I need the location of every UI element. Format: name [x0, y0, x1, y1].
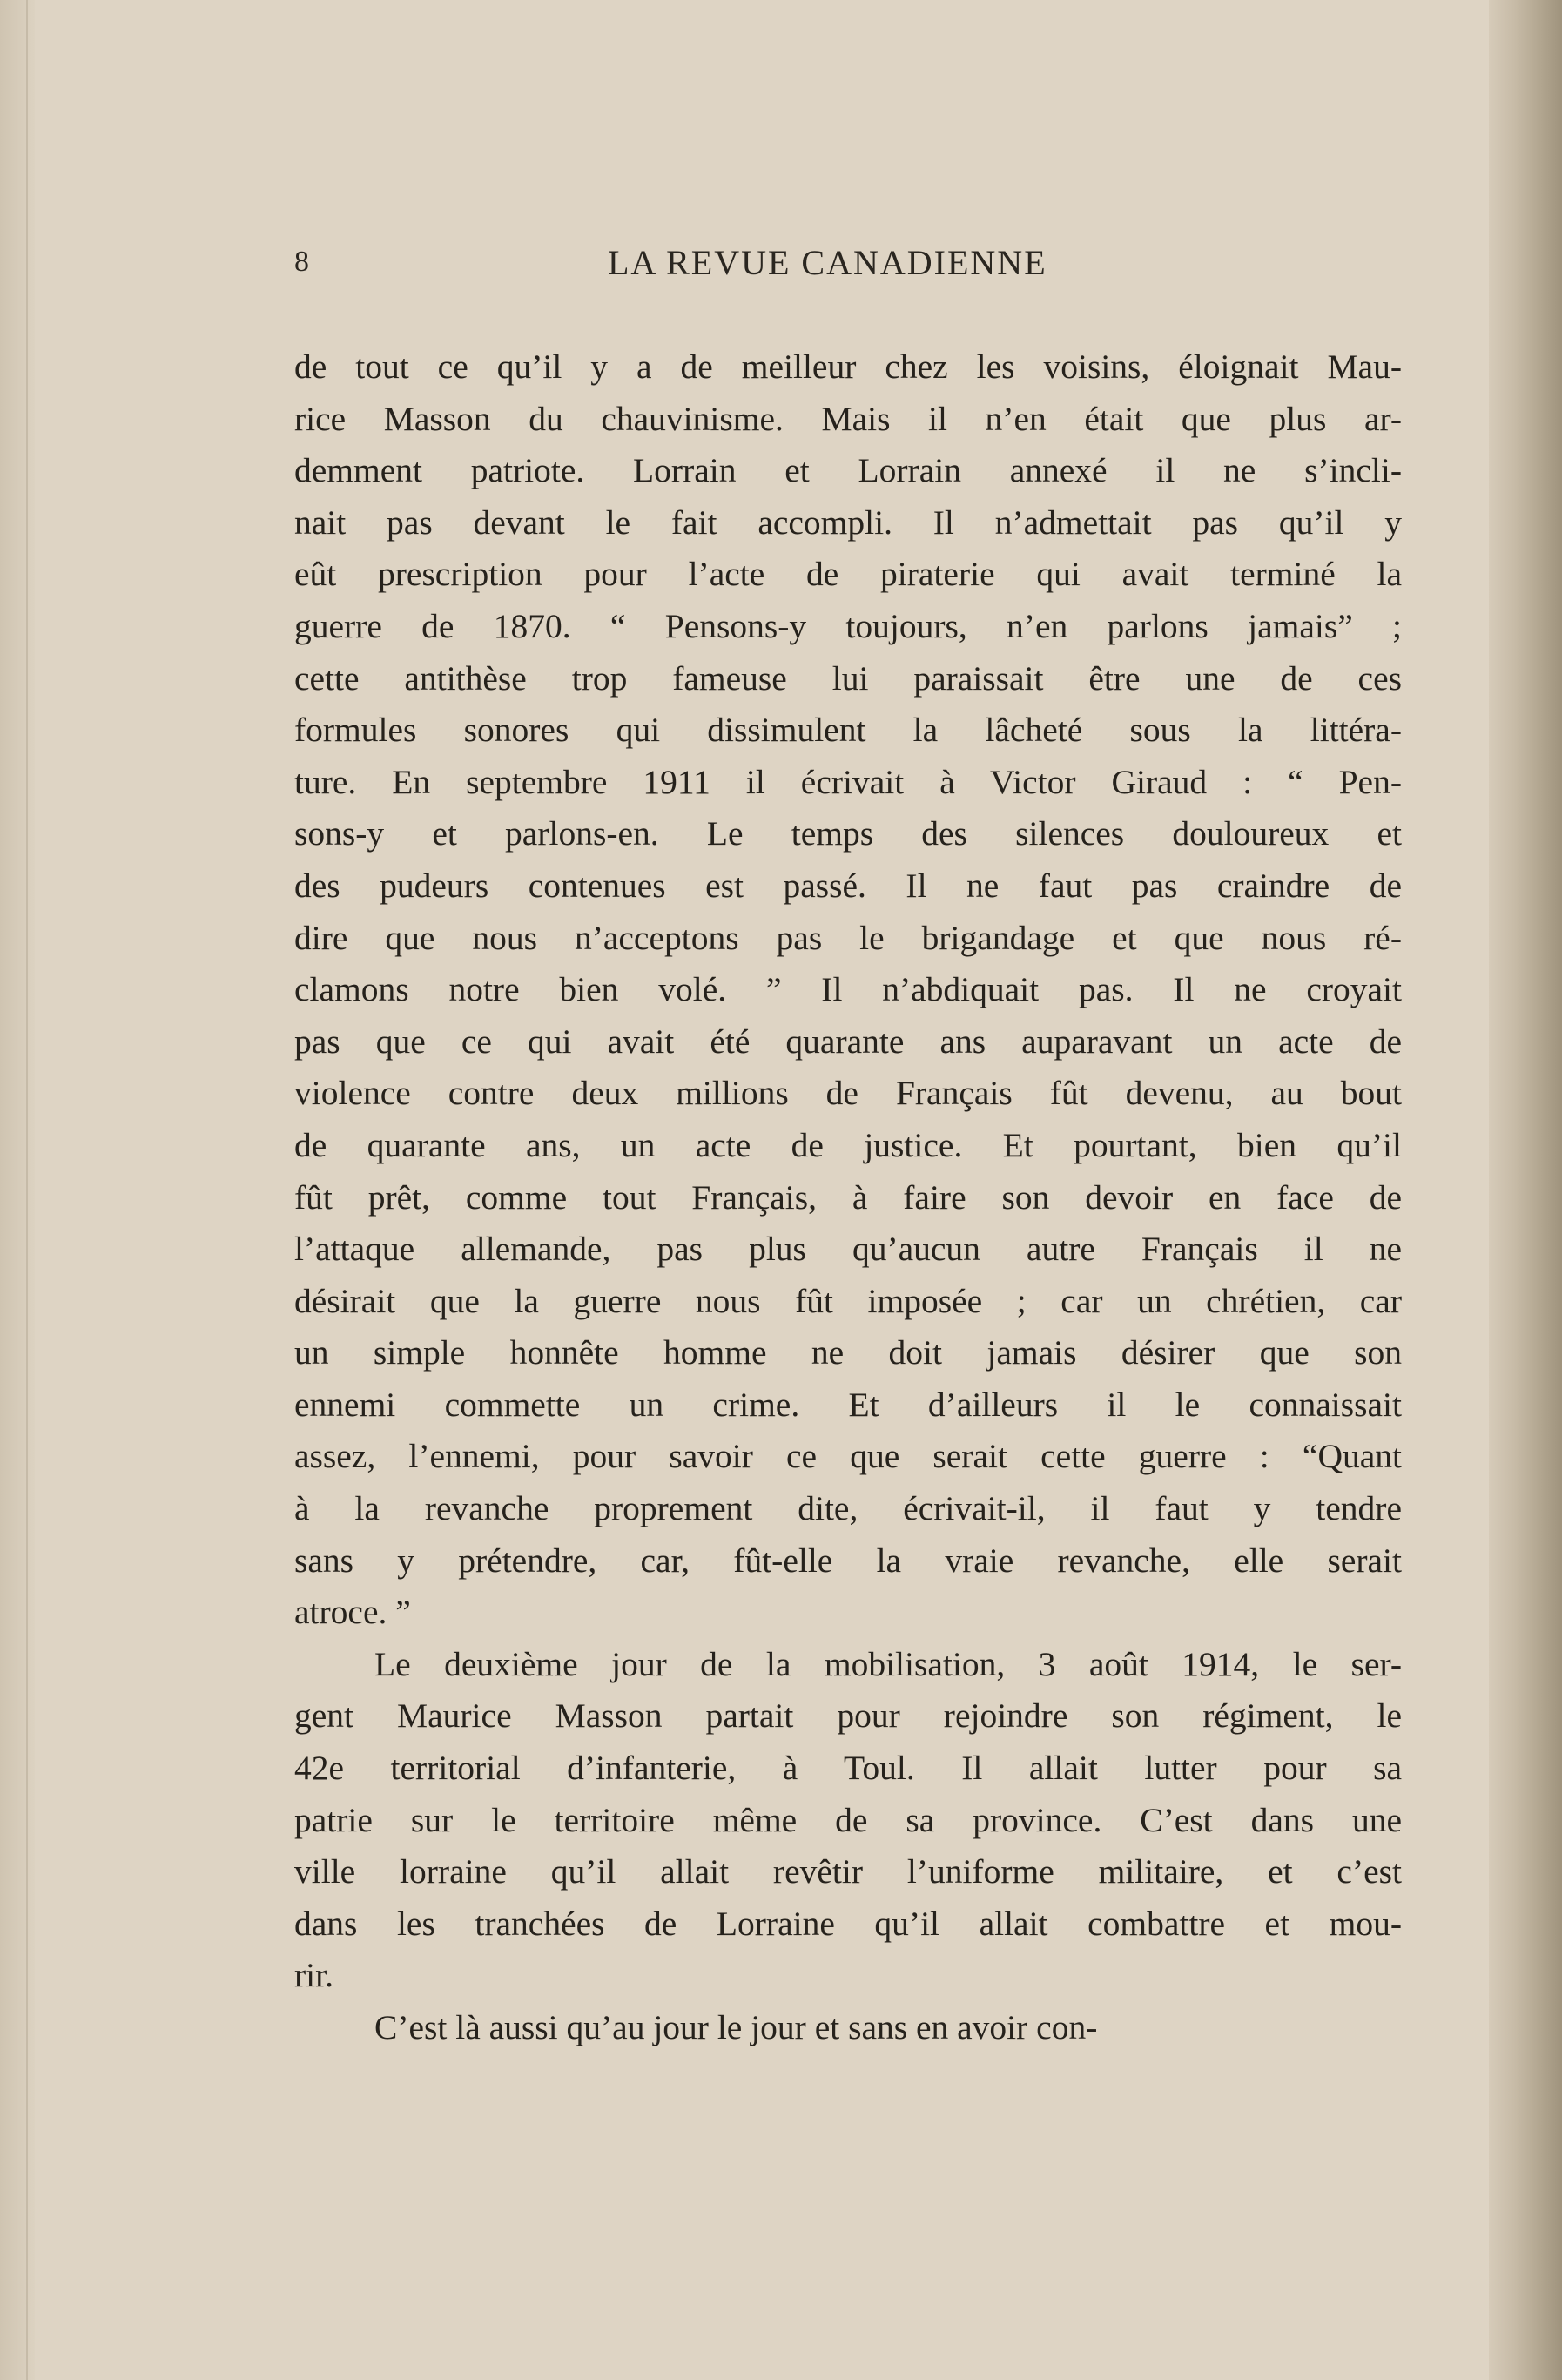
text-line: de quarante ans, un acte de justice. Et pourtant, bien qu’il [294, 1125, 1402, 1164]
text-line: l’attaque allemande, pas plus qu’aucun autre Français il ne [294, 1230, 1402, 1269]
text-line: assez, l’ennemi, pour savoir ce que serait cette guerre : “Quant [294, 1437, 1402, 1476]
page-left-margin [0, 0, 35, 2380]
text-line: demment patriote. Lorrain et Lorrain annexé il ne s’incli- [294, 451, 1402, 490]
page-left-edge-shadow [26, 0, 28, 2380]
text-line: sans y prétendre, car, fût-elle la vraie revanche, elle serait [294, 1541, 1402, 1580]
text-line: nait pas devant le fait accompli. Il n’admettait pas qu’il y [294, 502, 1402, 542]
text-line: gent Maurice Masson partait pour rejoindre son régiment, le [294, 1696, 1402, 1736]
text-line: violence contre deux millions de Français fût devenu, au bout [294, 1074, 1402, 1113]
book-spine-shadow [1489, 0, 1562, 2380]
text-line: formules sonores qui dissimulent la lâcheté sous la littéra- [294, 711, 1402, 750]
text-line: ture. En septembre 1911 il écrivait à Victor Giraud : “ Pen- [294, 762, 1402, 801]
text-line: pas que ce qui avait été quarante ans auparavant un acte de [294, 1021, 1402, 1061]
running-title: LA REVUE CANADIENNE [608, 243, 1047, 282]
text-line: sons-y et parlons-en. Le temps des silences douloureux et [294, 814, 1402, 853]
text-line: Le deuxième jour de la mobilisation, 3 août 1914, le ser- [374, 1644, 1402, 1683]
text-line: dans les tranchées de Lorraine qu’il allait combattre et mou- [294, 1904, 1402, 1943]
text-line: guerre de 1870. “ Pensons-y toujours, n’en parlons jamais” ; [294, 606, 1402, 645]
text-line: rice Masson du chauvinisme. Mais il n’en était que plus ar- [294, 399, 1402, 438]
text-line: désirait que la guerre nous fût imposée ; car un chrétien, car [294, 1281, 1402, 1320]
text-line: cette antithèse trop fameuse lui paraissait être une de ces [294, 658, 1402, 698]
text-line: patrie sur le territoire même de sa province. C’est dans une [294, 1800, 1402, 1839]
paragraph [294, 1639, 1402, 2002]
paragraph [294, 2002, 1402, 2054]
text-line: eût prescription pour l’acte de piraterie qui avait terminé la [294, 555, 1402, 594]
text-line: rir. [294, 1956, 333, 1995]
text-line: un simple honnête homme ne doit jamais désirer que son [294, 1333, 1402, 1372]
page-header [294, 242, 1402, 294]
text-line: de tout ce qu’il y a de meilleur chez les voisins, éloignait Mau- [294, 347, 1402, 386]
text-line: ennemi commette un crime. Et d’ailleurs il le connaissait [294, 1385, 1402, 1424]
text-line: 42e territorial d’infanterie, à Toul. Il allait lutter pour sa [294, 1749, 1402, 1788]
body-text [294, 341, 1402, 2054]
page-number: 8 [294, 246, 309, 278]
text-line: atroce. ” [294, 1593, 411, 1632]
text-line: fût prêt, comme tout Français, à faire son devoir en face de [294, 1177, 1402, 1217]
text-line: ville lorraine qu’il allait revêtir l’uniforme militaire, et c’est [294, 1852, 1402, 1891]
paragraph [294, 341, 1402, 1639]
text-line: des pudeurs contenues est passé. Il ne faut pas craindre de [294, 866, 1402, 905]
text-line: à la revanche proprement dite, écrivait-il, il faut y tendre [294, 1489, 1402, 1528]
text-line: dire que nous n’acceptons pas le brigandage et que nous ré- [294, 918, 1402, 957]
text-line: C’est là aussi qu’au jour le jour et sans en avoir con- [374, 2008, 1098, 2046]
text-line: clamons notre bien volé. ” Il n’abdiquait pas. Il ne croyait [294, 970, 1402, 1009]
